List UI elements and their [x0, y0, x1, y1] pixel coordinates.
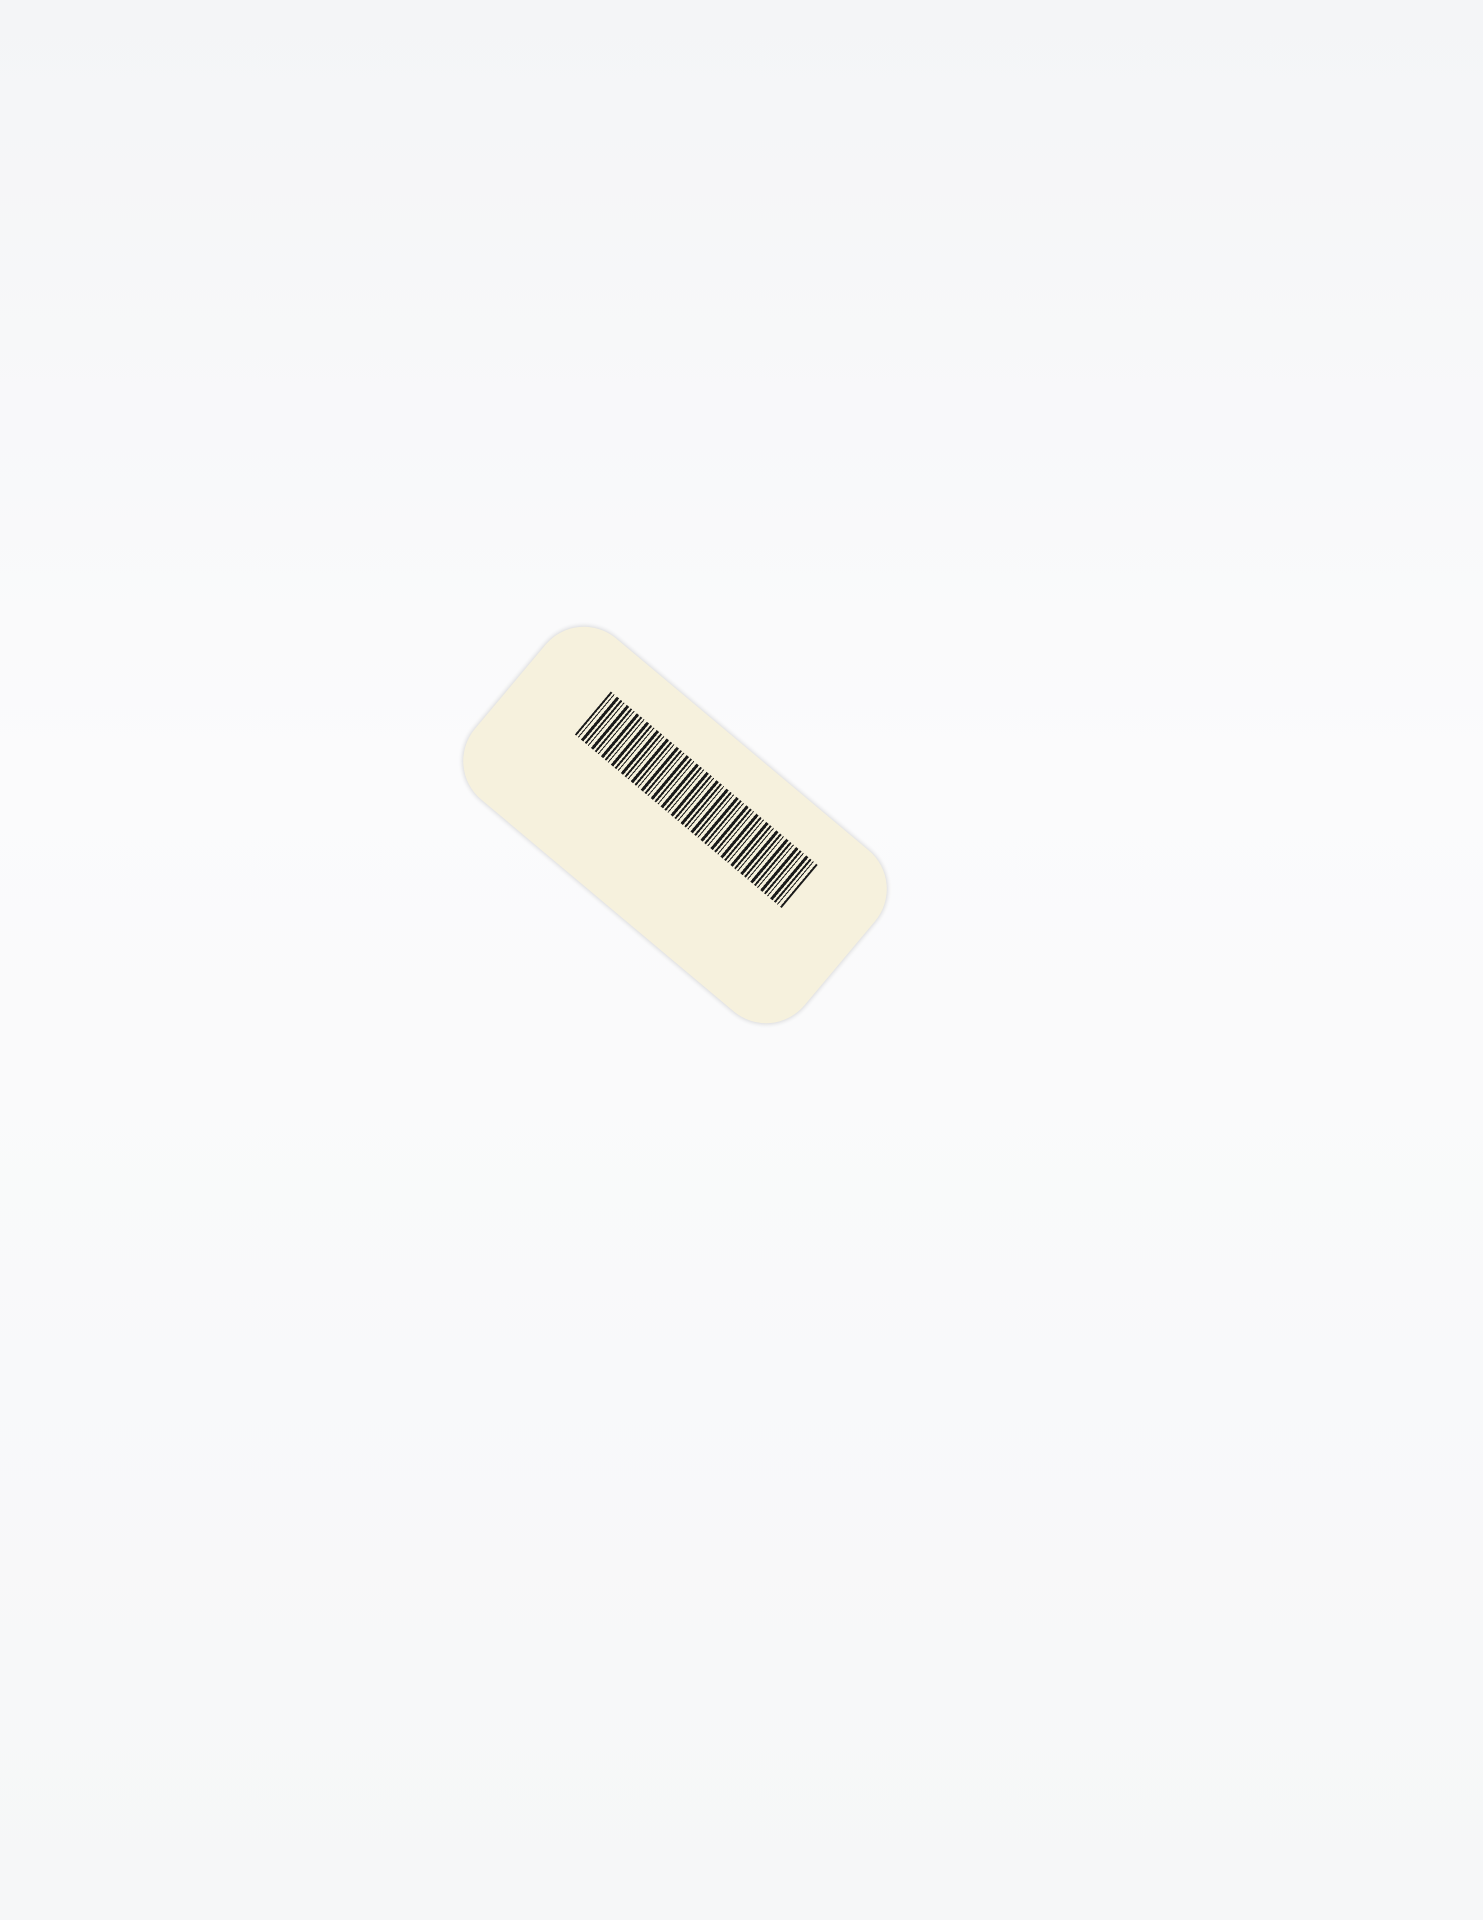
form-1099r-bottom [64, 1020, 1344, 1900]
sidebar-margin-text [1380, 80, 1440, 840]
